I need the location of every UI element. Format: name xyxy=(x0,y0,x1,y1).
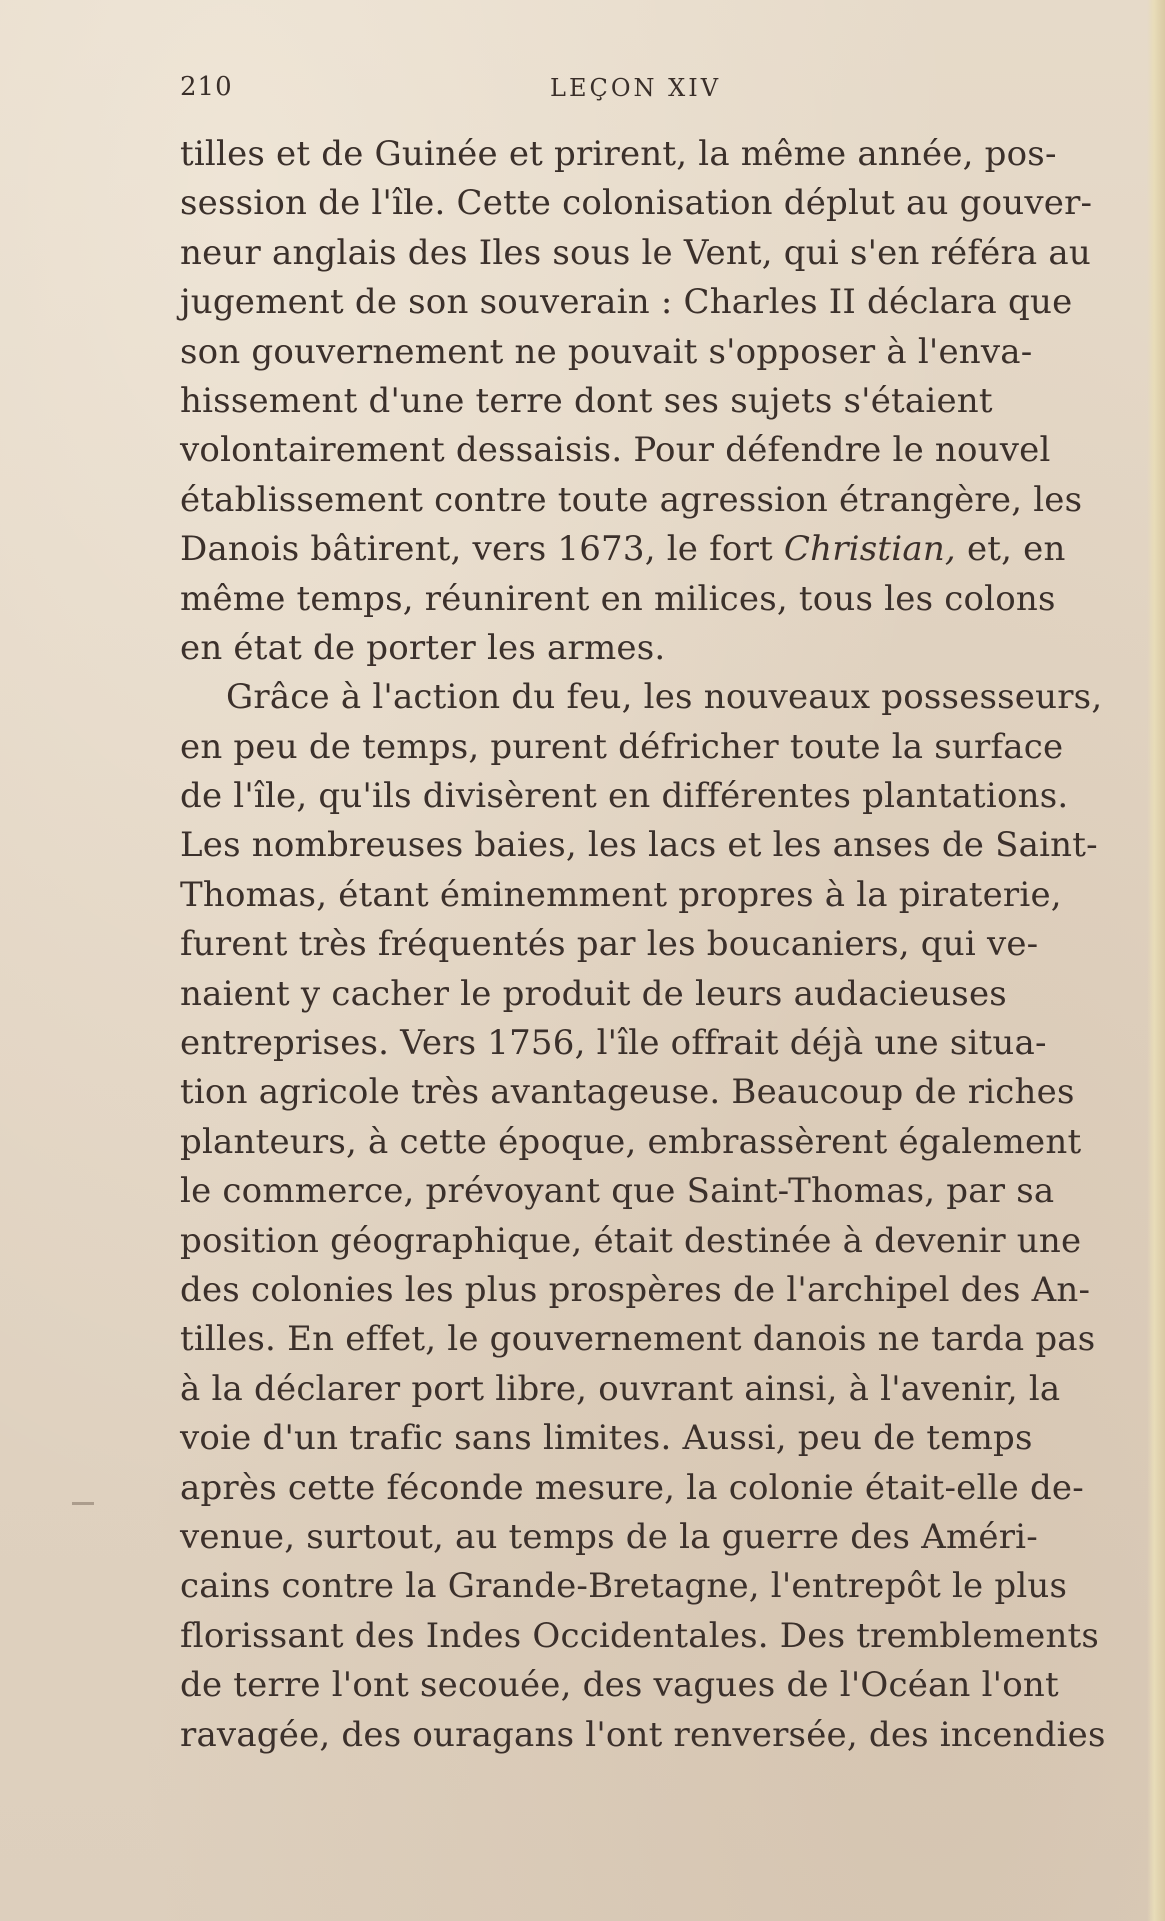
running-head: LEÇON XIV xyxy=(550,74,722,102)
text-line: voie d'un trafic sans limites. Aussi, peu de temps xyxy=(180,1418,1033,1459)
text-line: le commerce, prévoyant que Saint-Thomas, par sa xyxy=(180,1171,1055,1212)
paragraph-start-line: Grâce à l'action du feu, les nouveaux possesseurs, xyxy=(226,677,1103,718)
text-line: volontairement dessaisis. Pour défendre le nouvel xyxy=(180,430,1051,471)
text-line: en peu de temps, purent défricher toute la surface xyxy=(180,726,1064,767)
text-line: même temps, réunirent en milices, tous les colons xyxy=(180,578,1056,619)
page-number: 210 xyxy=(180,72,233,102)
margin-mark xyxy=(72,1502,94,1505)
text-line: son gouvernement ne pouvait s'opposer à l'enva- xyxy=(180,331,1033,372)
body-text xyxy=(180,130,1130,1760)
text-line: de terre l'ont secouée, des vagues de l'Océan l'ont xyxy=(180,1665,1059,1706)
text-line: session de l'île. Cette colonisation déplut au gouver- xyxy=(180,183,1093,224)
text-line: Les nombreuses baies, les lacs et les anses de Saint- xyxy=(180,825,1098,866)
text-line: tilles et de Guinée et prirent, la même année, pos- xyxy=(180,134,1057,174)
text-line: ravagée, des ouragans l'ont renversée, des incendies xyxy=(180,1714,1106,1755)
text-line: naient y cacher le produit de leurs audacieuses xyxy=(180,973,1007,1014)
text-line: à la déclarer port libre, ouvrant ainsi, à l'avenir, la xyxy=(180,1368,1061,1409)
text-line: de l'île, qu'ils divisèrent en différentes plantations. xyxy=(180,776,1069,817)
text-line-mixed xyxy=(180,525,1130,574)
text-line: des colonies les plus prospères de l'archipel des An- xyxy=(180,1269,1091,1310)
text-line: florissant des Indes Occidentales. Des tremblements xyxy=(180,1615,1100,1656)
text-line: venue, surtout, au temps de la guerre des Améri- xyxy=(180,1516,1038,1557)
text-line: neur anglais des Iles sous le Vent, qui s'en référa au xyxy=(180,232,1091,273)
text-line: en état de porter les armes. xyxy=(180,627,666,668)
text-line: établissement contre toute agression étrangère, les xyxy=(180,479,1083,520)
text-line: position géographique, était destinée à devenir une xyxy=(180,1220,1082,1261)
text-segment: et, en xyxy=(966,529,1066,570)
text-line: jugement de son souverain : Charles II déclara que xyxy=(180,282,1073,323)
text-line: tilles. En effet, le gouvernement danois ne tarda pas xyxy=(180,1319,1096,1360)
text-line: Thomas, étant éminemment propres à la piraterie, xyxy=(180,874,1062,915)
text-line: après cette féconde mesure, la colonie était-elle de- xyxy=(180,1467,1084,1508)
text-line: tion agricole très avantageuse. Beaucoup de riches xyxy=(180,1072,1075,1113)
text-line: hissement d'une terre dont ses sujets s'étaient xyxy=(180,380,993,421)
page-header xyxy=(180,72,950,112)
text-line: furent très fréquentés par les boucaniers, qui ve- xyxy=(180,924,1039,965)
text-segment: Danois bâtirent, vers 1673, le fort xyxy=(180,529,773,570)
text-line: cains contre la Grande-Bretagne, l'entrepôt le plus xyxy=(180,1566,1068,1607)
text-line: entreprises. Vers 1756, l'île offrait déjà une situa- xyxy=(180,1023,1047,1064)
text-line: planteurs, à cette époque, embrassèrent également xyxy=(180,1121,1082,1162)
page-edge xyxy=(1147,0,1165,1921)
italic-text: Christian, xyxy=(783,529,956,570)
